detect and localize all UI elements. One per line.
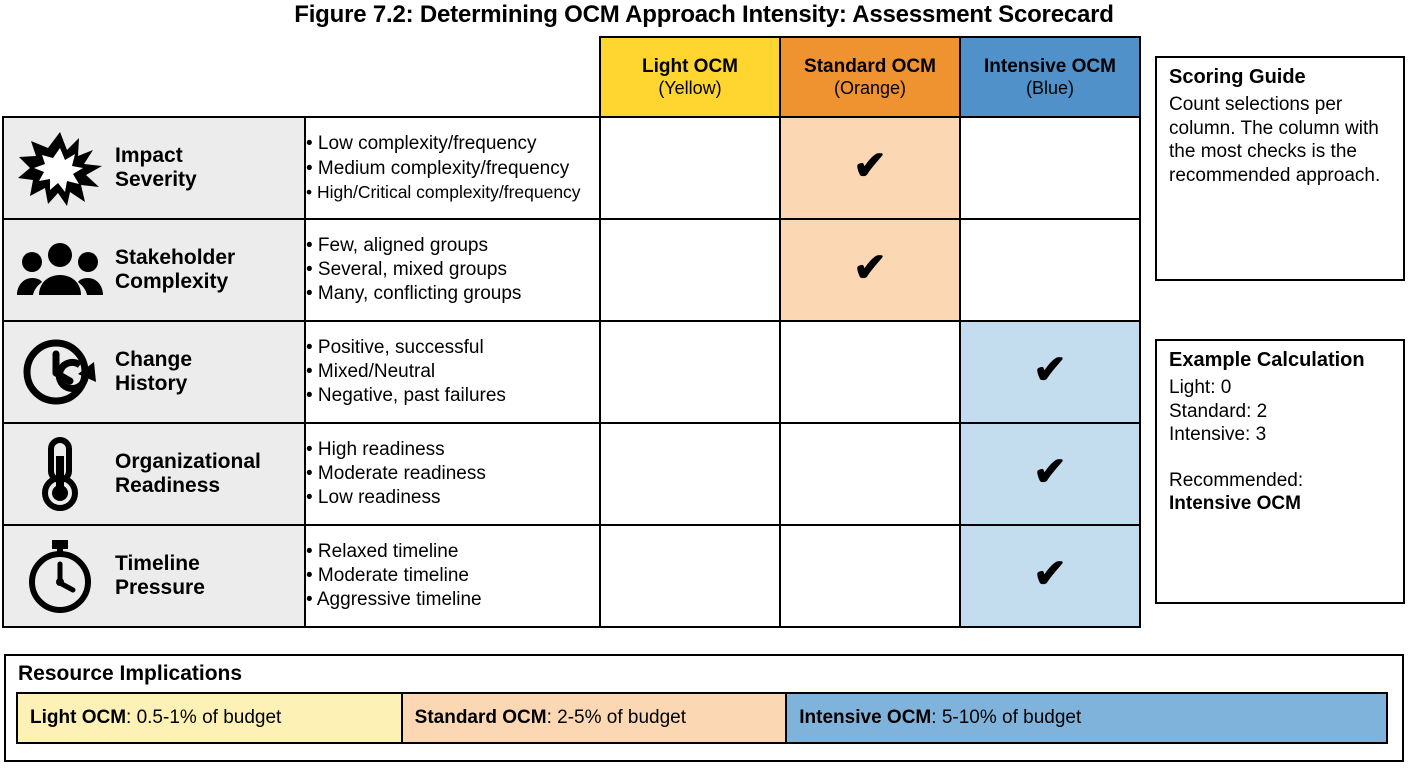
table-row (3, 117, 1140, 219)
stopwatch-icon (25, 538, 95, 614)
level-option[interactable]: • Medium complexity/frequency (306, 157, 570, 179)
level-option[interactable]: • Relaxed timeline (306, 540, 459, 562)
cell-timeline-pressure-intensive[interactable] (960, 525, 1140, 627)
resource-bar-standard-value: : 2-5% of budget (546, 706, 687, 728)
thermometer-icon (35, 436, 85, 512)
page-title: Figure 7.2: Determining OCM Approach Intensity: Assessment Scorecard (294, 1, 1114, 28)
column-header-standard-ocm (780, 37, 960, 117)
resource-bars (16, 692, 1392, 744)
check-icon: ✔ (853, 144, 887, 188)
resource-bar-light (16, 692, 403, 744)
level-option[interactable]: • Low readiness (306, 487, 441, 509)
row-icon-timeline-pressure (3, 525, 115, 627)
resource-bar-standard-label: Standard OCM (414, 706, 547, 728)
table-row (3, 423, 1140, 525)
column-header-intensive-ocm (960, 37, 1140, 117)
row-factor-change-history (115, 321, 305, 423)
row-factor-stakeholder-complexity (115, 219, 305, 321)
scoring-guide-body: Count selections per column. The column with the most checks is the recommended approach. (1169, 94, 1381, 186)
column-header-standard-ocm-name: Standard OCM (804, 55, 936, 77)
header-spacer (3, 37, 115, 117)
resource-implications-title: Resource Implications (18, 662, 243, 685)
level-option[interactable]: • Positive, successful (306, 336, 484, 358)
level-option[interactable]: • Many, conflicting groups (306, 283, 522, 305)
cell-organizational-readiness-standard[interactable] (780, 423, 960, 525)
table-row (3, 525, 1140, 627)
recommended-label: Recommended: (1169, 469, 1304, 491)
scoring-guide-box (1155, 56, 1405, 281)
column-header-standard-ocm-sub: (Orange) (833, 77, 907, 98)
factor-line-1: Timeline (115, 552, 200, 576)
cell-stakeholder-complexity-light[interactable] (600, 219, 780, 321)
factor-line-1: Organizational (115, 450, 261, 474)
column-header-light-ocm-sub: (Yellow) (658, 77, 722, 98)
resource-implications-box (4, 654, 1404, 762)
level-option[interactable]: • Moderate timeline (306, 564, 469, 586)
table-header-row (3, 37, 1140, 117)
check-icon: ✔ (1033, 552, 1067, 596)
check-icon: ✔ (853, 246, 887, 290)
cell-impact-severity-intensive[interactable] (960, 117, 1140, 219)
example-intensive-score: Intensive: 3 (1169, 424, 1267, 446)
row-levels-timeline-pressure (305, 525, 600, 627)
level-option[interactable]: • Moderate readiness (306, 462, 486, 484)
cell-organizational-readiness-light[interactable] (600, 423, 780, 525)
cell-change-history-standard[interactable] (780, 321, 960, 423)
row-levels-change-history (305, 321, 600, 423)
cell-timeline-pressure-light[interactable] (600, 525, 780, 627)
resource-bar-intensive-label: Intensive OCM (799, 706, 932, 728)
cell-organizational-readiness-intensive[interactable] (960, 423, 1140, 525)
cell-stakeholder-complexity-standard[interactable] (780, 219, 960, 321)
level-option[interactable]: • Mixed/Neutral (306, 360, 436, 382)
column-header-intensive-ocm-name: Intensive OCM (984, 55, 1116, 77)
resource-bar-light-label: Light OCM (30, 706, 127, 728)
row-levels-stakeholder-complexity (305, 219, 600, 321)
header-spacer (115, 37, 305, 117)
example-standard-score: Standard: 2 (1169, 400, 1268, 422)
level-option[interactable]: • Aggressive timeline (306, 589, 482, 611)
check-icon: ✔ (1033, 450, 1067, 494)
resource-bar-intensive-value: : 5-10% of budget (931, 706, 1082, 728)
row-icon-stakeholder-complexity (3, 219, 115, 321)
level-option[interactable]: • High readiness (306, 438, 445, 460)
factor-line-2: Complexity (115, 270, 229, 293)
example-light-score: Light: 0 (1169, 377, 1232, 398)
row-icon-impact-severity (3, 117, 115, 219)
example-calculation-box (1155, 339, 1405, 604)
level-option[interactable]: • Negative, past failures (306, 385, 506, 407)
assessment-scorecard-table (2, 36, 1141, 628)
table-row (3, 321, 1140, 423)
resource-bar-intensive (785, 692, 1388, 744)
clock-history-icon (22, 338, 98, 406)
row-factor-organizational-readiness (115, 423, 305, 525)
cell-stakeholder-complexity-intensive[interactable] (960, 219, 1140, 321)
example-calculation-title: Example Calculation (1169, 349, 1365, 371)
header-spacer (305, 37, 600, 117)
spacer (1169, 447, 1391, 469)
cell-impact-severity-standard[interactable] (780, 117, 960, 219)
column-header-light-ocm (600, 37, 780, 117)
cell-change-history-intensive[interactable] (960, 321, 1140, 423)
stakeholders-icon (17, 240, 103, 300)
recommended-value: Intensive OCM (1169, 493, 1301, 515)
resource-bar-standard (401, 692, 788, 744)
row-icon-organizational-readiness (3, 423, 115, 525)
factor-line-2: History (115, 372, 188, 395)
row-factor-impact-severity (115, 117, 305, 219)
cell-timeline-pressure-standard[interactable] (780, 525, 960, 627)
level-option[interactable]: • Low complexity/frequency (306, 133, 537, 155)
cell-impact-severity-light[interactable] (600, 117, 780, 219)
factor-line-2: Readiness (115, 474, 221, 497)
table-row (3, 219, 1140, 321)
factor-line-2: Severity (115, 168, 197, 191)
cell-change-history-light[interactable] (600, 321, 780, 423)
row-levels-impact-severity (305, 117, 600, 219)
row-factor-timeline-pressure (115, 525, 305, 627)
scorecard-table-wrapper (2, 36, 1142, 628)
scoring-guide-title: Scoring Guide (1169, 66, 1306, 88)
factor-line-1: Impact (115, 144, 183, 168)
row-levels-organizational-readiness (305, 423, 600, 525)
column-header-light-ocm-name: Light OCM (641, 55, 739, 77)
level-option[interactable]: • Few, aligned groups (306, 234, 488, 256)
factor-line-2: Pressure (115, 576, 205, 599)
row-icon-change-history (3, 321, 115, 423)
factor-line-1: Change (115, 348, 193, 372)
level-option[interactable]: • Several, mixed groups (306, 258, 507, 280)
check-icon: ✔ (1033, 348, 1067, 392)
burst-icon (17, 130, 103, 206)
column-header-intensive-ocm-sub: (Blue) (1025, 77, 1074, 98)
factor-line-1: Stakeholder (115, 246, 236, 270)
resource-bar-light-value: : 0.5-1% of budget (126, 706, 282, 728)
level-option[interactable]: • High/Critical complexity/frequency (306, 182, 581, 203)
